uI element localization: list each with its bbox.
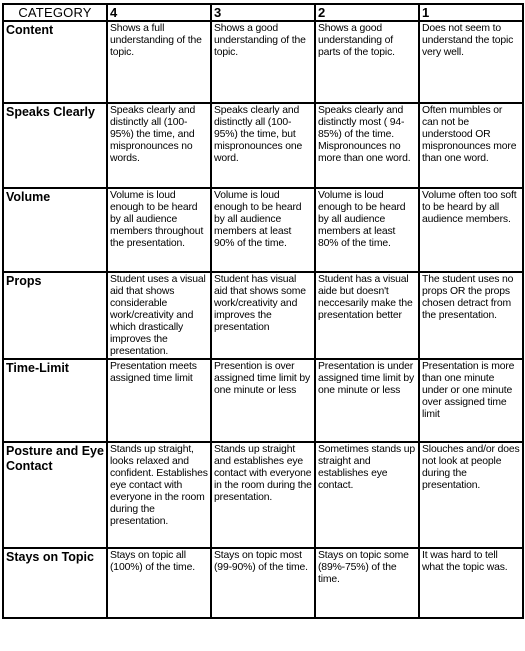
criterion-time-limit: Time-Limit: [3, 359, 107, 442]
rubric-cell: Volume is loud enough to be heard by all audience members at least 90% of the time.: [211, 188, 315, 272]
table-row: [3, 272, 523, 359]
header-row: [3, 4, 523, 21]
category-header: CATEGORY: [3, 4, 107, 21]
rubric-cell: Stays on topic some (89%-75%) of the time.: [315, 548, 419, 618]
level-header-2: 2: [315, 4, 419, 21]
rubric-cell: Speaks clearly and distinctly all (100-95%) the time, and mispronounces no words.: [107, 103, 211, 188]
criterion-content: Content: [3, 21, 107, 103]
table-row: [3, 359, 523, 442]
criterion-stays-on-topic: Stays on Topic: [3, 548, 107, 618]
rubric-cell: Presention is over assigned time limit by one minute or less: [211, 359, 315, 442]
rubric-cell: Stays on topic all (100%) of the time.: [107, 548, 211, 618]
table-row: [3, 21, 523, 103]
rubric-cell: It was hard to tell what the topic was.: [419, 548, 523, 618]
rubric-cell: Presentation meets assigned time limit: [107, 359, 211, 442]
rubric-cell: Volume is loud enough to be heard by all audience members throughout the presentation.: [107, 188, 211, 272]
rubric-cell: Does not seem to understand the topic very well.: [419, 21, 523, 103]
rubric-cell: Shows a full understanding of the topic.: [107, 21, 211, 103]
rubric-cell: The student uses no props OR the props chosen detract from the presentation.: [419, 272, 523, 359]
rubric-cell: Shows a good understanding of the topic.: [211, 21, 315, 103]
rubric-cell: Presentation is more than one minute under or one minute over assigned time limit: [419, 359, 523, 442]
criterion-props: Props: [3, 272, 107, 359]
rubric-cell: Volume is loud enough to be heard by all audience members at least 80% of the time.: [315, 188, 419, 272]
rubric-cell: Slouches and/or does not look at people during the presentation.: [419, 442, 523, 548]
rubric-cell: Presentation is under assigned time limit by one minute or less: [315, 359, 419, 442]
table-row: [3, 188, 523, 272]
rubric-cell: Speaks clearly and distinctly all (100-95%) the time, but mispronounces one word.: [211, 103, 315, 188]
rubric-cell: Shows a good understanding of parts of the topic.: [315, 21, 419, 103]
table-row: [3, 548, 523, 618]
level-header-3: 3: [211, 4, 315, 21]
rubric-cell: Student uses a visual aid that shows considerable work/creativity and which drastically improves the presentation.: [107, 272, 211, 359]
rubric-cell: Stands up straight, looks relaxed and confident. Establishes eye contact with everyone in the room during the presentation.: [107, 442, 211, 548]
rubric-cell: Student has visual aid that shows some work/creativity and improves the presentation: [211, 272, 315, 359]
rubric-cell: Stays on topic most (99-90%) of the time.: [211, 548, 315, 618]
rubric-cell: Sometimes stands up straight and establishes eye contact.: [315, 442, 419, 548]
rubric-cell: Stands up straight and establishes eye contact with everyone in the room during the presentation.: [211, 442, 315, 548]
table-row: [3, 442, 523, 548]
table-row: [3, 103, 523, 188]
criterion-volume: Volume: [3, 188, 107, 272]
rubric-cell: Speaks clearly and distinctly most ( 94-85%) of the time. Mispronounces no more than one word.: [315, 103, 419, 188]
rubric-cell: Student has a visual aide but doesn't neccesarily make the presentation better: [315, 272, 419, 359]
rubric-cell: Often mumbles or can not be understood OR mispronounces more than one word.: [419, 103, 523, 188]
criterion-speaks-clearly: Speaks Clearly: [3, 103, 107, 188]
level-header-1: 1: [419, 4, 523, 21]
criterion-posture-eye-contact: Posture and Eye Contact: [3, 442, 107, 548]
rubric-table: [2, 3, 524, 619]
level-header-4: 4: [107, 4, 211, 21]
rubric-cell: Volume often too soft to be heard by all audience members.: [419, 188, 523, 272]
